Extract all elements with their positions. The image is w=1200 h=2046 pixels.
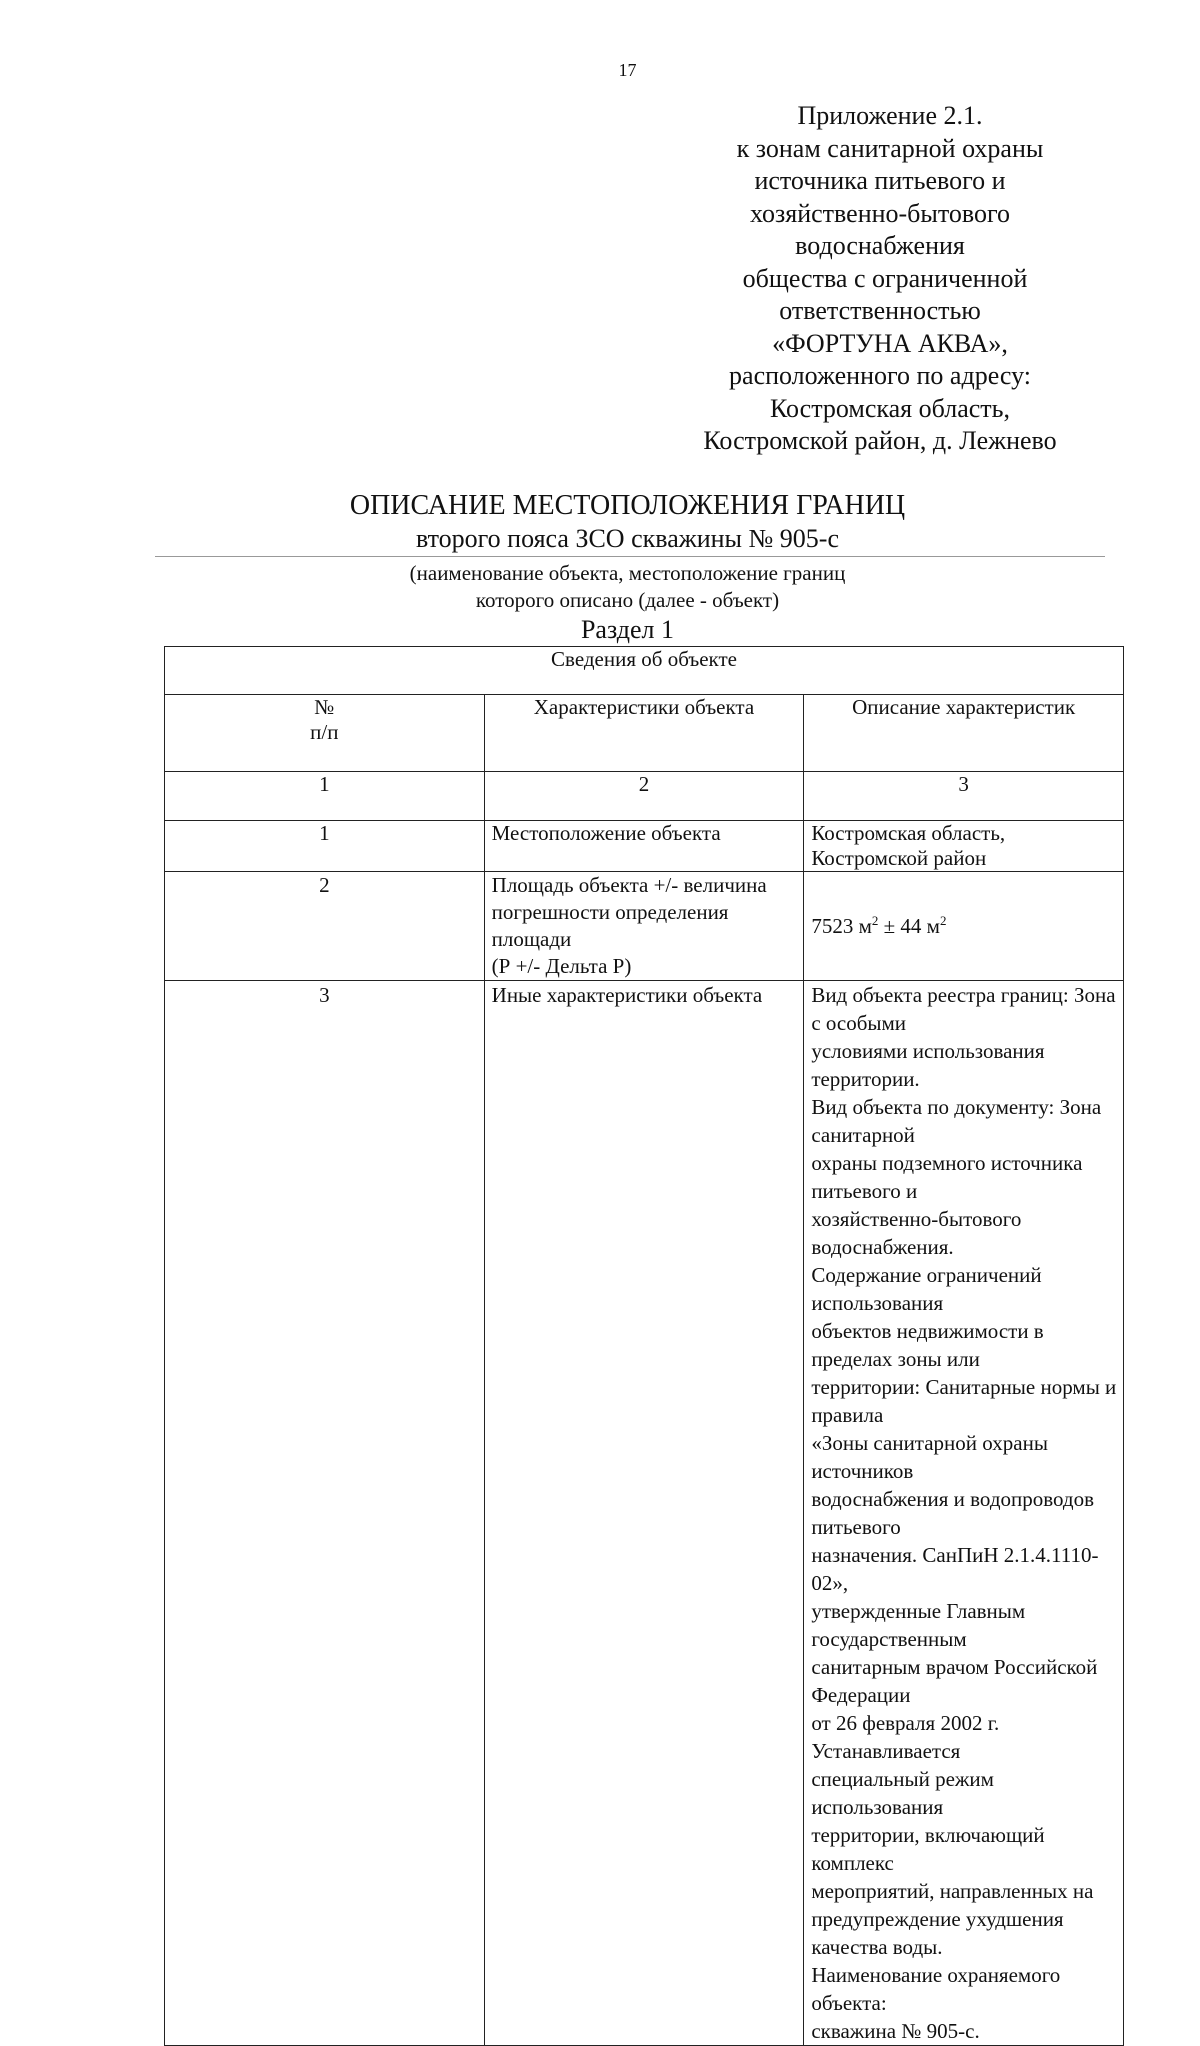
row-description bbox=[804, 981, 1124, 2046]
appendix-line: хозяйственно-бытового bbox=[749, 198, 1011, 228]
appendix-line: водоснабжения bbox=[795, 231, 965, 260]
row-description bbox=[804, 872, 1124, 981]
description-line: утвержденные Главным государственным bbox=[811, 1599, 1026, 1651]
row-number: 2 bbox=[165, 872, 485, 981]
table-row bbox=[165, 981, 1124, 2046]
row-characteristic: Местоположение объекта bbox=[484, 821, 804, 872]
description-line: специальный режим использования bbox=[811, 1767, 994, 1819]
column-number: 3 bbox=[804, 772, 1124, 821]
description-line: Вид объекта реестра границ: Зона с особыми bbox=[811, 983, 1116, 1035]
description-line: водоснабжения и водопроводов питьевого bbox=[811, 1487, 1095, 1539]
object-caption bbox=[0, 560, 1200, 614]
appendix-line: Костромская область, bbox=[769, 393, 1010, 423]
caption-line: которого описано (далее - объект) bbox=[475, 588, 780, 612]
document-subtitle: второго пояса ЗСО скважины № 905-с bbox=[416, 524, 839, 553]
description-line: территории: Санитарные нормы и правила bbox=[811, 1375, 1117, 1427]
area-unit-exponent: 2 bbox=[871, 912, 879, 928]
description-line: санитарным врачом Российской Федерации bbox=[811, 1655, 1098, 1707]
appendix-block bbox=[640, 100, 1140, 458]
description-line: Вид объекта по документу: Зона санитарной bbox=[811, 1095, 1102, 1147]
column-header-characteristic: Характеристики объекта bbox=[484, 695, 804, 772]
column-header-description: Описание характеристик bbox=[804, 695, 1124, 772]
description-line: Наименование охраняемого объекта: bbox=[811, 1963, 1061, 2015]
description-line: от 26 февраля 2002 г. Устанавливается bbox=[811, 1711, 1000, 1763]
caption-line: (наименование объекта, местоположение границ bbox=[409, 561, 846, 585]
appendix-line: «ФОРТУНА АКВА», bbox=[772, 328, 1008, 358]
description-line: хозяйственно-бытового водоснабжения. bbox=[811, 1207, 1022, 1259]
description-line: Содержание ограничений использования bbox=[811, 1263, 1042, 1315]
row-characteristic bbox=[484, 872, 804, 981]
area-unit-exponent: 2 bbox=[939, 912, 947, 928]
table-row bbox=[165, 821, 1124, 872]
column-number-row bbox=[165, 772, 1124, 821]
appendix-line: источника питьевого и bbox=[754, 166, 1006, 195]
row-number: 1 bbox=[165, 821, 485, 872]
characteristic-line: (Р +/- Дельта Р) bbox=[491, 954, 632, 978]
header-number-line: № bbox=[314, 695, 335, 719]
description-line: «Зоны санитарной охраны источников bbox=[811, 1431, 1048, 1483]
row-description: Костромская область, Костромской район bbox=[804, 821, 1124, 872]
description-line: мероприятий, направленных на bbox=[811, 1879, 1094, 1903]
appendix-line: Приложение 2.1. bbox=[797, 101, 983, 130]
header-number-line: п/п bbox=[310, 720, 339, 744]
appendix-line: расположенного по адресу: bbox=[729, 361, 1031, 390]
appendix-line: к зонам санитарной охраны bbox=[736, 133, 1044, 163]
title-underline bbox=[155, 556, 1105, 557]
column-number: 2 bbox=[484, 772, 804, 821]
description-line: предупреждение ухудшения качества воды. bbox=[811, 1907, 1064, 1959]
row-number: 3 bbox=[165, 981, 485, 2046]
column-header-number bbox=[165, 695, 485, 772]
appendix-line: Костромской район, д. Лежнево bbox=[703, 426, 1057, 455]
section-label: Раздел 1 bbox=[580, 615, 675, 644]
table-row bbox=[165, 872, 1124, 981]
appendix-line: общества с ограниченной bbox=[742, 263, 1028, 293]
table-heading: Сведения об объекте bbox=[165, 647, 1124, 695]
characteristic-line: погрешности определения площади bbox=[491, 900, 729, 951]
description-line: скважина № 905-с. bbox=[811, 2019, 980, 2043]
document-title: ОПИСАНИЕ МЕСТОПОЛОЖЕНИЯ ГРАНИЦ bbox=[349, 490, 906, 521]
object-info-table bbox=[164, 646, 1124, 2046]
row-characteristic: Иные характеристики объекта bbox=[484, 981, 804, 2046]
column-header-row bbox=[165, 695, 1124, 772]
description-line: объектов недвижимости в пределах зоны или bbox=[811, 1319, 1044, 1371]
column-number: 1 bbox=[165, 772, 485, 821]
appendix-line: ответственностью bbox=[779, 296, 981, 325]
description-line: назначения. СанПиН 2.1.4.1110-02», bbox=[811, 1543, 1099, 1595]
description-line: территории, включающий комплекс bbox=[811, 1823, 1045, 1875]
characteristic-line: Площадь объекта +/- величина bbox=[491, 873, 767, 897]
area-value: 7523 м bbox=[811, 913, 872, 938]
area-error: ± 44 м bbox=[878, 913, 940, 938]
table-heading-row bbox=[165, 647, 1124, 695]
description-line: охраны подземного источника питьевого и bbox=[811, 1151, 1083, 1203]
page-number: 17 bbox=[618, 60, 637, 80]
description-line: условиями использования территории. bbox=[811, 1039, 1045, 1091]
